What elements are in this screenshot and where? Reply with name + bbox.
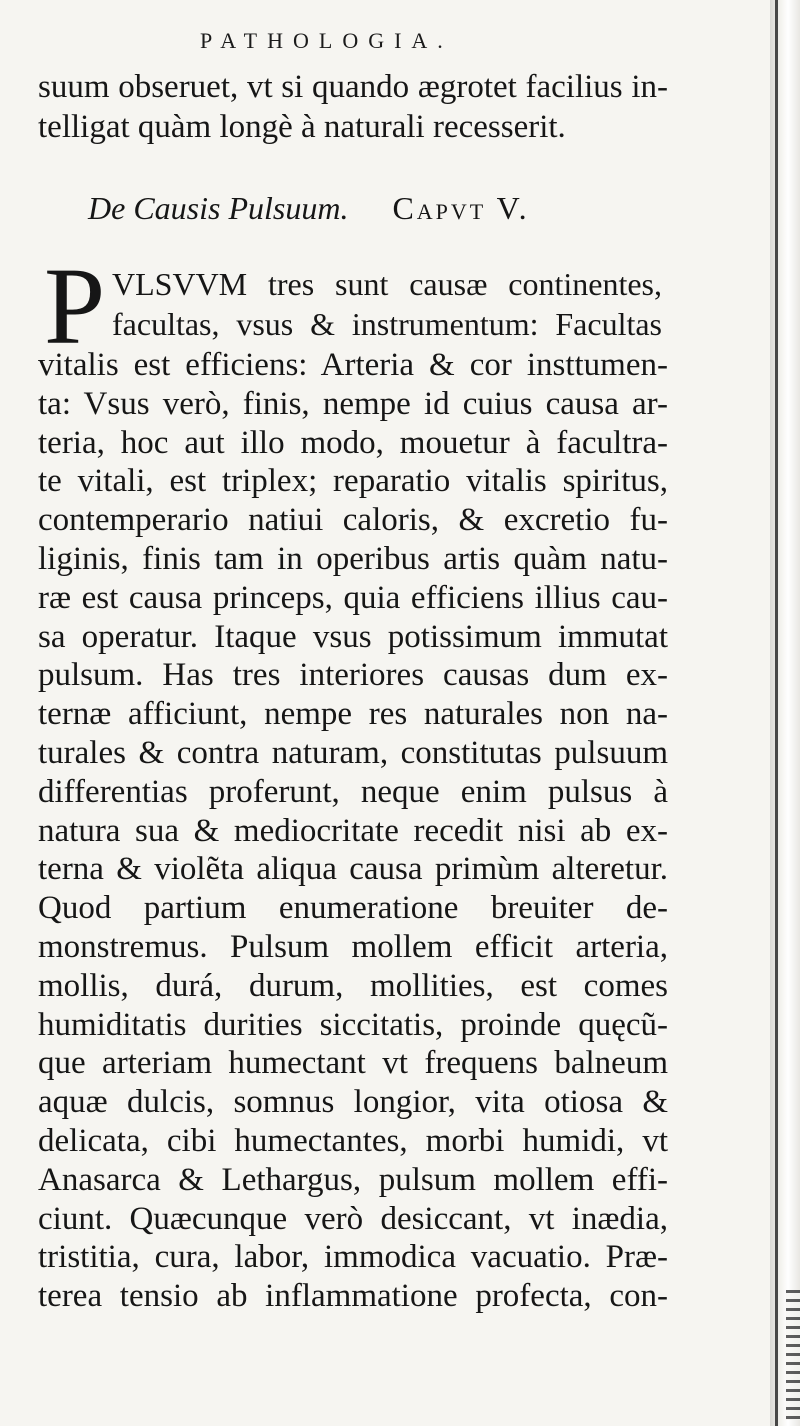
text-line: ræ est causa princeps, quia efficiens illius cau- bbox=[38, 579, 668, 616]
text-line: teria, hoc aut illo modo, mouetur à facultra- bbox=[38, 424, 668, 461]
text-line: delicata, cibi humectantes, morbi humidi, vt bbox=[38, 1123, 668, 1159]
running-head: PATHOLOGIA. bbox=[200, 28, 453, 53]
chapter-label-initial: C bbox=[392, 190, 417, 226]
page-edge-marks bbox=[786, 1290, 800, 1420]
text-line: terna & violẽta aliqua causa primùm alteretur. bbox=[38, 851, 668, 888]
text-line: sa operatur. Itaque vsus potissimum immutat bbox=[38, 618, 668, 655]
text-line: telligat quàm longè à naturali recesserit. bbox=[38, 109, 566, 145]
text-line: ta: Vsus verò, finis, nempe id cuius causa ar- bbox=[38, 385, 668, 422]
drop-cap: P bbox=[44, 245, 106, 367]
text-line: te vitali, est triplex; reparatio vitalis spiritus, bbox=[38, 463, 668, 500]
text-line: facultas, vsus & instrumentum: Facultas bbox=[112, 306, 662, 342]
text-line: terea tensio ab inflammatione profecta, con- bbox=[38, 1278, 668, 1315]
text-line: contemperario natiui caloris, & excretio fu- bbox=[38, 502, 668, 539]
chapter-label bbox=[392, 190, 529, 226]
text-line: que arteriam humectant vt frequens balneum bbox=[38, 1045, 668, 1082]
text-line: ciunt. Quæcunque verò desiccant, vt inædia, bbox=[38, 1200, 668, 1237]
text-line: tristitia, cura, labor, immodica vacuatio. Præ- bbox=[38, 1239, 668, 1276]
page-fold-line bbox=[775, 0, 778, 1426]
text-line: ternæ afficiunt, nempe res naturales non na- bbox=[38, 696, 668, 733]
text-line: aquæ dulcis, somnus longior, vita otiosa & bbox=[38, 1084, 668, 1121]
text-line: mollis, durá, durum, mollities, est comes bbox=[38, 967, 668, 1004]
text-line: suum obseruet, vt si quando ægrotet facilius in- bbox=[38, 69, 668, 105]
text-line: turales & contra naturam, constitutas pulsuum bbox=[38, 735, 668, 771]
text-line: vitalis est efficiens: Arteria & cor insttumen- bbox=[38, 347, 668, 383]
text-line: natura sua & mediocritate recedit nisi ab ex- bbox=[38, 812, 668, 849]
chapter-number: V. bbox=[496, 190, 530, 226]
text-line: pulsum. Has tres interiores causas dum ex- bbox=[38, 657, 668, 694]
text-line: monstremus. Pulsum mollem efficit arteria, bbox=[38, 929, 668, 965]
text-line: liginis, finis tam in operibus artis quàm natu- bbox=[38, 541, 668, 577]
text-line: humiditatis durities siccitatis, proinde quęcũ- bbox=[38, 1006, 668, 1043]
text-line: Quod partium enumeratione breuiter de- bbox=[38, 890, 668, 927]
text-line: differentias proferunt, neque enim pulsus à bbox=[38, 773, 668, 810]
chapter-title: De Causis Pulsuum. bbox=[88, 190, 349, 226]
chapter-heading bbox=[88, 190, 530, 227]
text-line: VLSVVM tres sunt causæ continentes, bbox=[112, 266, 662, 302]
text-line: Anasarca & Lethargus, pulsum mollem effi- bbox=[38, 1161, 668, 1198]
chapter-label-rest: APVT bbox=[416, 199, 487, 224]
